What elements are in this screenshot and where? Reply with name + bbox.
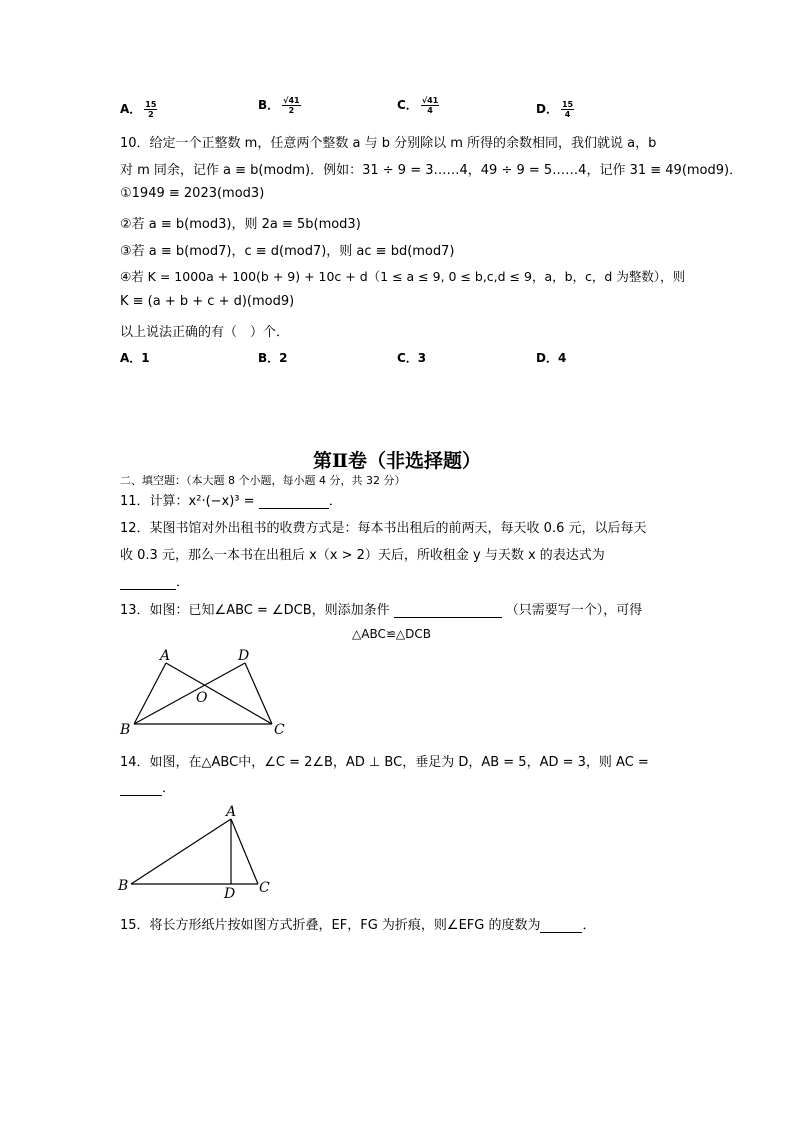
section-subtitle: 二、填空题：（本大题 8 个小题，每小题 4 分，共 32 分） (120, 474, 406, 487)
q9-option-a: A． $\frac{15}{2}$ (120, 100, 157, 119)
q9-option-c: C． $\frac{√41}{4}$ (397, 96, 439, 115)
q12-line3 (120, 571, 189, 590)
q13-answer-blank[interactable] (394, 617, 502, 618)
q14-label-a: A (226, 804, 237, 820)
segment-dc (245, 663, 272, 724)
q13-after: （只需要写一个），可得 (505, 603, 643, 618)
q10-statement-3: ③若 a ≡ b(mod7)，c ≡ d(mod7)，则 ac ≡ bd(mod7) (120, 244, 455, 259)
q12-answer-blank[interactable] (120, 589, 176, 590)
q13-text: 13．如图：已知∠ABC = ∠DCB，则添加条件 (120, 603, 390, 618)
q10-statement-4: ④若 K = 1000a + 100(b + 9) + 10c + d（1 ≤ a ≤ 9, 0 ≤ b,c,d ≤ 9，a，b，c，d 为整数），则 (120, 269, 686, 284)
q10-option-b: B．2 (258, 351, 288, 365)
q14-label-b: B (118, 878, 129, 894)
q14-end: ． (162, 781, 176, 796)
q14-line2 (120, 777, 175, 796)
q14-line1: 14．如图，在△ABC中，∠C = 2∠B，AD ⊥ BC，垂足为 D，AB = 5，AD = 3，则 AC = (120, 755, 649, 770)
q13-conclusion: △ABC≌△DCB (352, 627, 431, 641)
q10-statement-4-cont: K ≡ (a + b + c + d)(mod9) (120, 294, 295, 309)
q15 (120, 914, 596, 933)
q10-line1: 10．给定一个正整数 m，任意两个整数 a 与 b 分别除以 m 所得的余数相同，我们就说 a，b (120, 136, 657, 151)
q13-label-o: O (196, 690, 208, 706)
q13-label-b: B (120, 722, 131, 738)
q10-option-d: D．4 (536, 351, 567, 365)
q11-answer-blank[interactable] (259, 508, 329, 509)
q14-label-d: D (224, 886, 236, 900)
segment-ac (166, 663, 272, 724)
q12-end: ． (176, 575, 190, 590)
q11-end: ． (328, 494, 342, 509)
q10-statement-2: ②若 a ≡ b(mod3)，则 2a ≡ 5b(mod3) (120, 217, 361, 232)
q14-label-c: C (259, 880, 270, 896)
q10-question: 以上说法正确的有（ ）个． (120, 325, 290, 340)
q15-text: 15．将长方形纸片按如图方式折叠，EF，FG 为折痕，则∠EFG 的度数为 (120, 918, 541, 933)
q12-line1: 12．某图书馆对外出租书的收费方式是：每本书出租后的前两天，每天收 0.6 元，以后每天 (120, 521, 647, 536)
q11 (120, 490, 342, 509)
q15-answer-blank[interactable] (540, 932, 582, 933)
segment-ab (131, 819, 231, 884)
q13-label-a: A (160, 648, 171, 664)
section-title: 第Ⅱ卷（非选择题） (312, 450, 481, 472)
q15-end: ． (582, 918, 596, 933)
q10-option-a: A．1 (120, 351, 150, 365)
q9-option-b: B． $\frac{√41}{2}$ (258, 96, 300, 115)
q13-figure (112, 646, 302, 738)
q10-line2: 对 m 同余，记作 a ≡ b(modm)．例如：31 ÷ 9 = 3……4，49 ÷ 9 = 5……4，记作 31 ≡ 49(mod9)． (120, 163, 743, 178)
q11-text: 11．计算：x²·(−x)³ = (120, 494, 255, 509)
q10-statement-1: ①1949 ≡ 2023(mod3) (120, 186, 265, 201)
q13-label-c: C (274, 722, 285, 738)
q13-label-d: D (238, 648, 250, 664)
segment-ac (231, 819, 258, 884)
q14-figure (112, 800, 282, 900)
q9-option-d: D． $\frac{15}{4}$ (536, 100, 574, 119)
q14-answer-blank[interactable] (120, 795, 162, 796)
q10-option-c: C．3 (397, 351, 427, 365)
q13 (120, 599, 642, 618)
q12-line2: 收 0.3 元，那么一本书在出租后 x（x > 2）天后，所收租金 y 与天数 x 的表达式为 (120, 548, 605, 563)
